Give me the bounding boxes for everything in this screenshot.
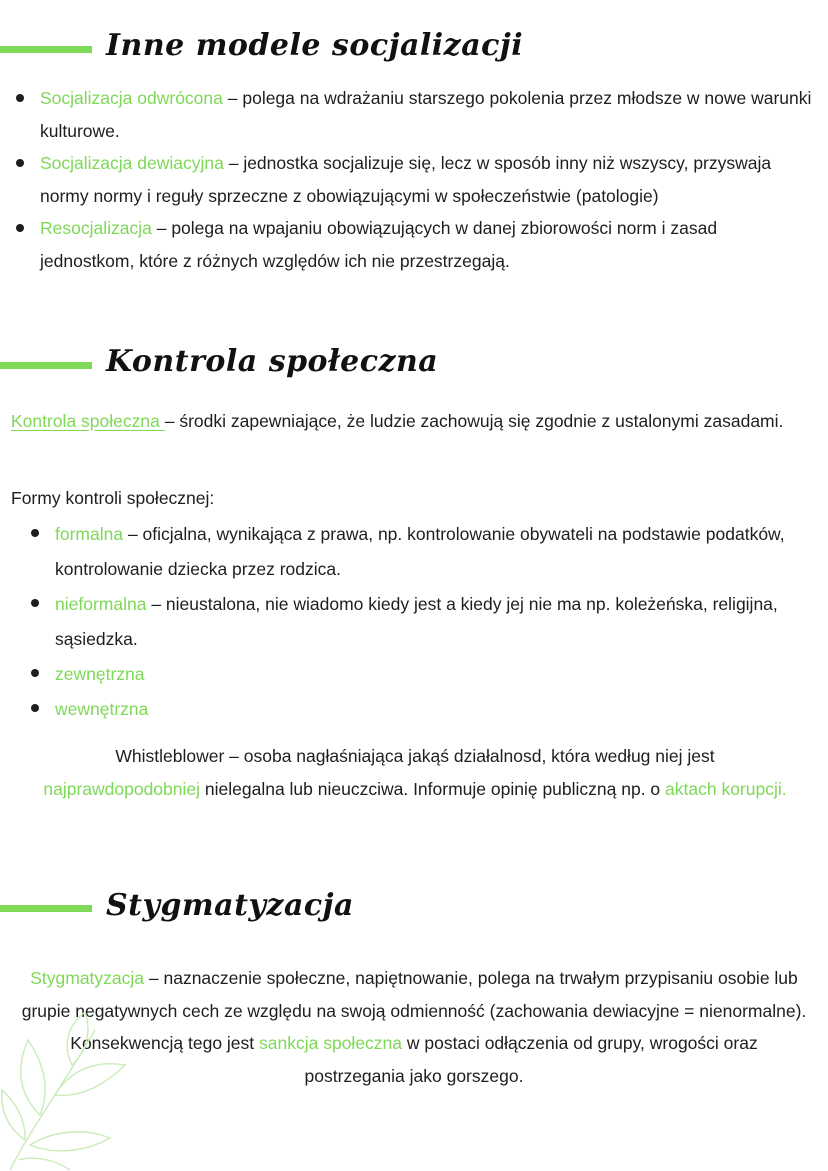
term-kontrola-spoleczna: Kontrola społeczna bbox=[11, 411, 165, 431]
list-item bbox=[55, 587, 795, 657]
term-description: – polega na wpajaniu obowiązujących w danej zbiorowości norm i zasad jednostkom, które z różnych względów ich nie przestrzegają. bbox=[40, 218, 718, 271]
definition-kontrola-spoleczna bbox=[11, 405, 811, 438]
list-item bbox=[40, 82, 812, 147]
control-forms-list bbox=[55, 517, 795, 727]
list-item bbox=[55, 517, 795, 587]
forms-heading: Formy kontroli społecznej: bbox=[11, 488, 215, 508]
whistleblower-text: nielegalna lub nieuczciwa. Informuje opinię publiczną np. o bbox=[200, 778, 666, 799]
section-title-stygmatyzacja: Stygmatyzacja bbox=[106, 888, 354, 923]
socialization-models-list bbox=[40, 82, 812, 277]
term-stygmatyzacja: Stygmatyzacja bbox=[30, 968, 145, 988]
term-description: – oficjalna, wynikająca z prawa, np. kontrolowanie obywateli na podstawie podatków, kontrolowanie dziecka przez rodzica. bbox=[55, 524, 785, 579]
term-nieformalna: nieformalna bbox=[55, 594, 147, 614]
leaf-branch-icon bbox=[0, 1010, 140, 1171]
list-item bbox=[40, 212, 812, 277]
highlight-najprawdopodobniej: najprawdopodobniej bbox=[43, 778, 201, 799]
term-description: – jednostka socjalizuje się, lecz w sposób inny niż wszyscy, przyswaja normy normy i reguły sprzeczne z obowiązującymi w społeczeństwie (patologie) bbox=[40, 153, 772, 206]
list-item bbox=[55, 692, 795, 727]
highlight-aktach-korupcji: aktach korupcji. bbox=[665, 778, 787, 799]
term-description: – środki zapewniające, że ludzie zachowują się zgodnie z ustalonymi zasadami. bbox=[164, 411, 784, 431]
term-socjalizacja-odwrocona: Socjalizacja odwrócona bbox=[40, 88, 223, 108]
term-wewnetrzna: wewnętrzna bbox=[55, 699, 149, 719]
stygmatyzacja-text: w postaci odłączenia od grupy, wrogości oraz postrzegania jako gorszego. bbox=[304, 1033, 758, 1086]
stygmatyzacja-text: – naznaczenie społeczne, napiętnowanie, polega na trwałym przypisaniu osobie lub grupie negatywnych cech ze względu na swoją odmienność (zachowania dewiacyjne = nienormalne). Konsekwencją tego jest bbox=[21, 968, 807, 1053]
term-formalna: formalna bbox=[55, 524, 124, 544]
whistleblower-paragraph bbox=[40, 740, 790, 805]
section-title-kontrola-spoleczna: Kontrola społeczna bbox=[106, 344, 439, 379]
highlight-sankcja-spoleczna: sankcja społeczna bbox=[259, 1033, 403, 1053]
list-item bbox=[55, 657, 795, 692]
term-resocjalizacja: Resocjalizacja bbox=[40, 218, 152, 238]
heading-bar-1 bbox=[0, 46, 92, 53]
section-title-inne-modele: Inne modele socjalizacji bbox=[106, 28, 524, 63]
term-description: – polega na wdrażaniu starszego pokolenia przez młodsze w nowe warunki kulturowe. bbox=[40, 88, 812, 141]
list-item bbox=[40, 147, 812, 212]
term-zewnetrzna: zewnętrzna bbox=[55, 664, 145, 684]
heading-bar-3 bbox=[0, 905, 92, 912]
heading-bar-2 bbox=[0, 362, 92, 369]
whistleblower-text: Whistleblower – osoba nagłaśniająca jakąś działalnosd, która według niej jest bbox=[115, 746, 715, 766]
term-description: – nieustalona, nie wiadomo kiedy jest a kiedy jej nie ma np. koleżeńska, religijna, sąsiedzka. bbox=[55, 594, 778, 649]
term-socjalizacja-dewiacyjna: Socjalizacja dewiacyjna bbox=[40, 153, 224, 173]
